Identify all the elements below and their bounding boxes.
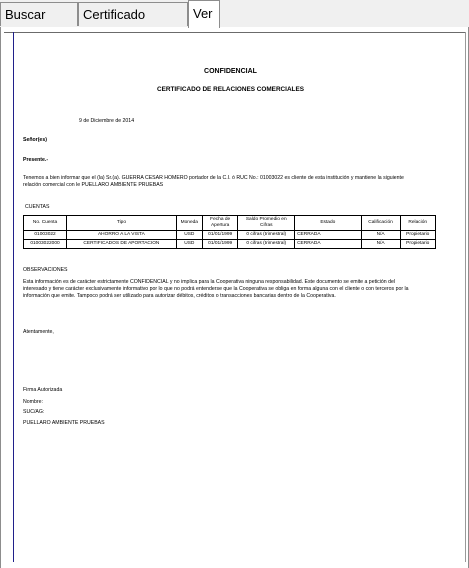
table-cell: Propietario (400, 231, 435, 240)
document-date: 9 de Diciembre de 2014 (79, 118, 135, 124)
table-cell: USD (176, 231, 202, 240)
table-header-row (24, 216, 436, 231)
col-header: No. Cuenta (24, 216, 67, 231)
col-header: Calificación (361, 216, 400, 231)
document-viewer[interactable] (0, 27, 469, 568)
intro-line-2: relación comercial con le PUELLARO AMBIENTE PRUEBAS (23, 182, 164, 188)
observations-paragraph (23, 279, 443, 300)
firma-label: Firma Autorizada (23, 387, 63, 393)
table-cell: 0 cifras (trimestral) (238, 231, 295, 240)
table-cell: N/A (361, 240, 400, 249)
table-cell: CERRADA (295, 240, 362, 249)
table-cell: 01003022 (24, 231, 67, 240)
table-cell: 01003022000 (24, 240, 67, 249)
section-cuentas: CUENTAS (25, 204, 50, 210)
tab-bar (0, 0, 469, 28)
nombre-label: Nombre: (23, 399, 43, 405)
section-observaciones: OBSERVACIONES (23, 267, 68, 273)
tab-ver[interactable]: Ver (188, 0, 220, 28)
intro-line-1: Tenemos a bien informar que el (la) Sr.(a). GUERRA CESAR HOMERO portador de la C.I. ó RUC No.: 01003022 es cliente de esta institución y mantiene la siguiente (23, 175, 404, 181)
table-cell: AHORRO A LA VISTA (67, 231, 177, 240)
presente-text: Presente.- (23, 157, 49, 163)
table-cell: Propietario (400, 240, 435, 249)
obs-line-3: información que emite. Tampoco podrá ser utilizado para autorizar débitos, créditos o transacciones bancarias dentro de la Cooperativa. (23, 293, 336, 299)
table-row (24, 231, 436, 240)
table-cell: CERRADA (295, 231, 362, 240)
salutation: Señor(es) (23, 137, 47, 143)
col-header: Saldo Promedio en Cifras (238, 216, 295, 231)
sucag-label: SUC/AG: (23, 409, 45, 415)
obs-line-2: interesado y tiene carácter exclusivamente informativo por lo que no podrá entenderse que la Cooperativa se obliga en forma alguna con el cliente o con terceros por la (23, 286, 409, 292)
institution-name: PUELLARO AMBIENTE PRUEBAS (23, 420, 105, 426)
col-header: Estado (295, 216, 362, 231)
tab-certificado-bancario[interactable]: Certificado (78, 2, 188, 26)
obs-line-1: Esta información es de carácter estrictamente CONFIDENCIAL y no implica para la Cooperativa ninguna responsabilidad. Este documento se emite a petición del (23, 279, 396, 285)
tab-buscar-cliente[interactable]: Buscar (0, 2, 78, 26)
intro-paragraph (23, 175, 443, 189)
col-header: Fecha de Apertura (202, 216, 238, 231)
closing-text: Atentamente, (23, 329, 54, 335)
page-left-border (13, 32, 14, 562)
page-right-border (465, 32, 466, 562)
col-header: Relación (400, 216, 435, 231)
table-cell: USD (176, 240, 202, 249)
table-cell: 01/01/1999 (202, 231, 238, 240)
table-cell: N/A (361, 231, 400, 240)
table-cell: 0 cifras (trimestral) (238, 240, 295, 249)
document-subheading: CERTIFICADO DE RELACIONES COMERCIALES (157, 86, 304, 93)
table-row (24, 240, 436, 249)
accounts-table (23, 215, 436, 249)
table-cell: CERTIFICADOS DE APORTACION (67, 240, 177, 249)
col-header: Tipo (67, 216, 177, 231)
page-top-border (4, 32, 466, 33)
table-cell: 01/01/1999 (202, 240, 238, 249)
document-heading: CONFIDENCIAL (204, 68, 257, 75)
col-header: Moneda (176, 216, 202, 231)
